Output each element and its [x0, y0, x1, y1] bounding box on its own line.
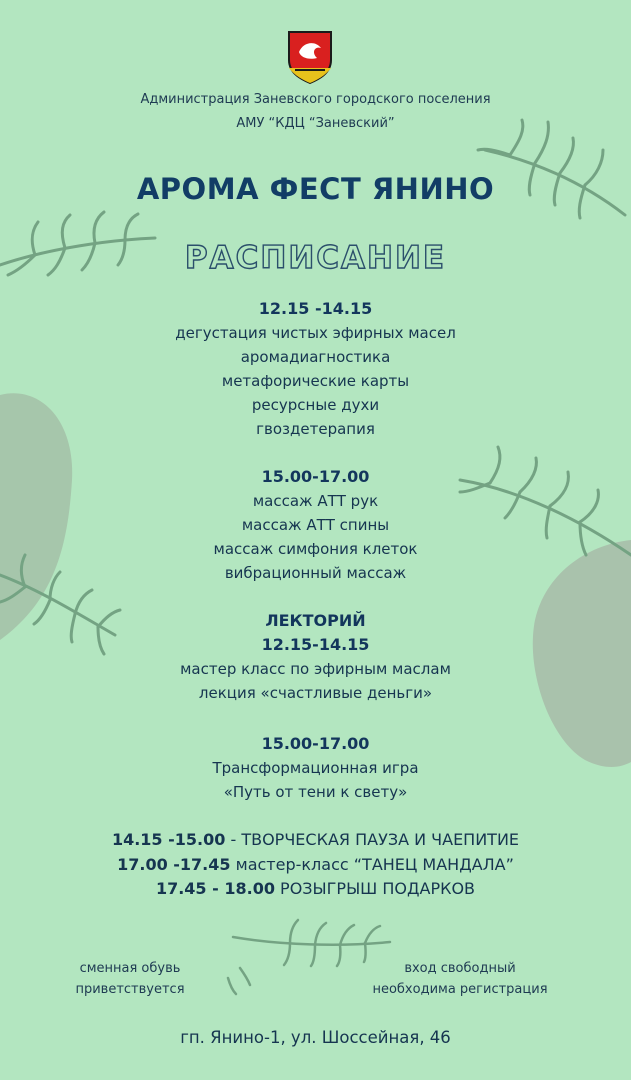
address: гп. Янино-1, ул. Шоссейная, 46	[180, 1028, 451, 1047]
list-item: массаж симфония клеток	[213, 540, 418, 558]
lectorium-time-1: 12.15-14.15	[261, 635, 370, 654]
list-item: гвоздетерапия	[256, 420, 375, 438]
list-item: лекция «счастливые деньги»	[198, 684, 433, 702]
entry-note	[355, 958, 565, 1000]
list-item: дегустация чистых эфирных масел	[175, 324, 456, 342]
extra-text: - ТВОРЧЕСКАЯ ПАУЗА И ЧАЕПИТИЕ	[225, 830, 520, 849]
extra-line	[0, 877, 631, 902]
extra-text: мастер-класс “ТАНЕЦ МАНДАЛА”	[230, 854, 514, 874]
block1-time: 12.15 -14.15	[258, 299, 373, 318]
extra-time: 14.15 -15.00	[111, 830, 226, 849]
list-item: вибрационный массаж	[224, 564, 407, 582]
extra-line	[0, 828, 631, 853]
list-item: метафорические карты	[221, 372, 410, 390]
extra-text: РОЗЫГРЫШ ПОДАРКОВ	[274, 879, 476, 898]
shoe-note	[60, 958, 200, 1000]
lectorium-block	[0, 609, 631, 705]
list-item: ресурсные духи	[251, 396, 380, 414]
block2-time: 15.00-17.00	[261, 467, 370, 486]
schedule-block-1	[0, 297, 631, 441]
lectorium-block-2	[0, 732, 631, 804]
extra-line	[0, 853, 631, 878]
admin-line-2: АМУ “КДЦ “Заневский”	[236, 116, 395, 131]
admin-line-1: Администрация Заневского городского поселения	[140, 92, 491, 107]
shoe-note-line-1: сменная обувь	[79, 961, 181, 976]
schedule-title: РАСПИСАНИЕ	[184, 240, 447, 276]
entry-note-line-1: вход свободный	[404, 961, 516, 976]
list-item: «Путь от тени к свету»	[223, 783, 408, 801]
schedule-block-2	[0, 465, 631, 585]
list-item: массаж АТТ спины	[241, 516, 390, 534]
entry-note-line-2: необходима регистрация	[372, 982, 548, 997]
shoe-note-line-2: приветствуется	[75, 982, 185, 997]
extra-time: 17.00 -17.45	[117, 854, 231, 874]
extra-time: 17.45 - 18.00	[155, 879, 275, 898]
list-item: мастер класс по эфирным маслам	[180, 660, 451, 678]
extra-schedule	[0, 828, 631, 902]
lectorium-title: ЛЕКТОРИЙ	[265, 611, 366, 630]
coat-of-arms-emblem	[287, 30, 333, 88]
list-item: Трансформационная игра	[212, 759, 419, 777]
lectorium-time-2: 15.00-17.00	[261, 734, 370, 753]
admin-block	[0, 88, 631, 136]
list-item: аромадиагностика	[240, 348, 391, 366]
event-title: АРОМА ФЕСТ ЯНИНО	[136, 172, 495, 206]
list-item: массаж АТТ рук	[252, 492, 379, 510]
